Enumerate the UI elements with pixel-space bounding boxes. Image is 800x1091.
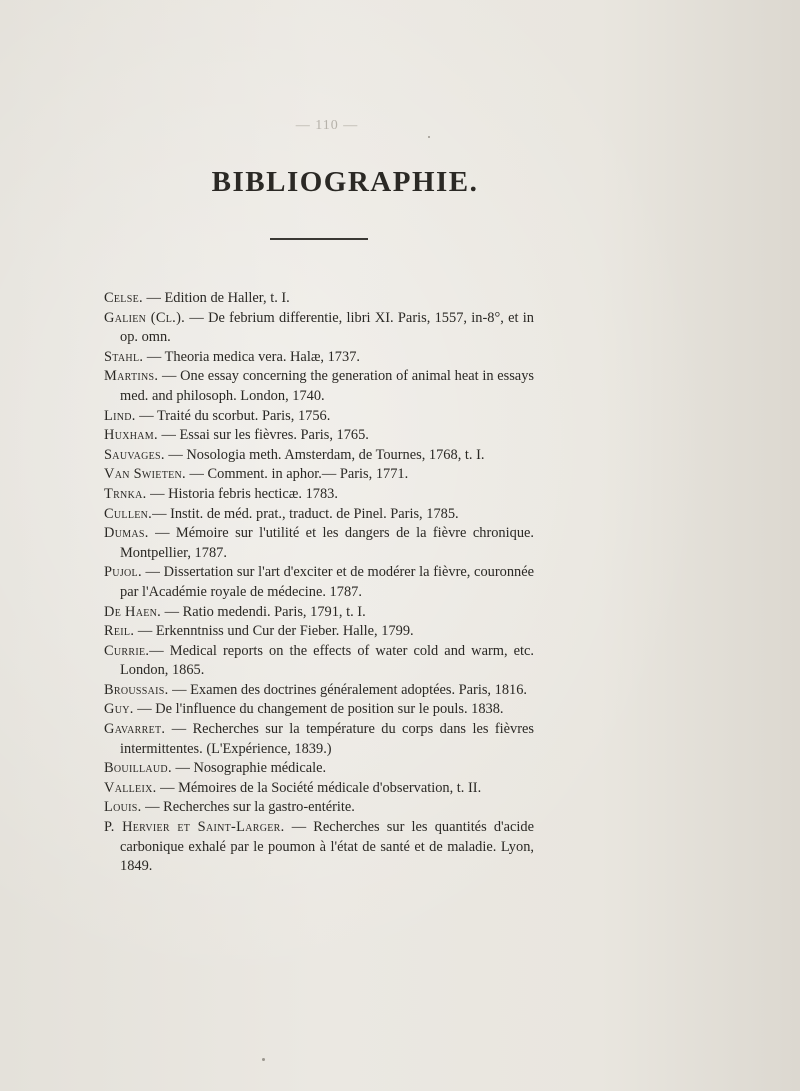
entry-text: — De l'influence du changement de position sur le pouls. 1838.: [133, 701, 504, 718]
entry-text: — Theoria medica vera. Halæ, 1737.: [143, 348, 360, 365]
entry-author: Lind.: [104, 407, 136, 424]
bibliography-list: [104, 289, 534, 877]
entry-author: Guy.: [104, 701, 134, 718]
entry-author: Galien (Cl.).: [104, 309, 186, 326]
entry-text: — Essai sur les fièvres. Paris, 1765.: [157, 427, 369, 444]
bibliography-entry: [104, 505, 534, 525]
entry-text: — Erkenntniss und Cur der Fieber. Halle, 1799.: [134, 623, 414, 640]
entry-author: Bouillaud.: [104, 760, 172, 777]
bibliography-entry: [104, 348, 534, 368]
entry-text: — Comment. in aphor.— Paris, 1771.: [185, 466, 409, 483]
bibliography-entry: [104, 524, 534, 563]
bibliography-entry: [104, 309, 534, 348]
entry-text: — Recherches sur la gastro-entérite.: [141, 799, 355, 816]
bibliography-entry: [104, 642, 534, 681]
paper-speck: [262, 1058, 265, 1061]
bibliography-entry: [104, 407, 534, 427]
entry-author: Martins.: [104, 368, 159, 385]
entry-text: — Nosographie médicale.: [171, 760, 327, 777]
entry-text: — Edition de Haller, t. I.: [142, 290, 290, 306]
entry-text: — Medical reports on the effects of water cold and warm, etc. London, 1865.: [120, 642, 534, 679]
bibliography-entry: [104, 446, 534, 466]
entry-author: De Haen.: [104, 603, 162, 620]
entry-text: — Recherches sur la température du corps dans les fièvres intermittentes. (L'Expérience, 1839.): [120, 721, 534, 757]
entry-author: Currie.: [104, 642, 150, 659]
entry-text: — One essay concerning the generation of animal heat in essays med. and philosoph. London, 1740.: [120, 368, 534, 404]
entry-author: Valleix.: [104, 779, 157, 796]
entry-text: — Ratio medendi. Paris, 1791, t. I.: [161, 603, 366, 620]
entry-author: Van Swieten.: [104, 466, 186, 483]
bibliography-entry: [104, 700, 534, 720]
page-number: — 110 —: [295, 118, 359, 133]
bibliography-entry: [104, 622, 534, 642]
entry-text: — Mémoire sur l'utilité et les dangers de la fièvre chronique. Montpellier, 1787.: [120, 525, 534, 561]
bibliography-entry: [104, 759, 534, 779]
entry-text: — Dissertation sur l'art d'exciter et de modérer la fièvre, couronnée par l'Académie royale de médecine. 1787.: [120, 564, 534, 600]
entry-author: P. Hervier et Saint-Larger.: [104, 819, 285, 836]
page-title: BIBLIOGRAPHIE.: [211, 166, 479, 198]
entry-text: — Mémoires de la Société médicale d'observation, t. II.: [156, 779, 482, 796]
entry-author: Gavarret.: [104, 721, 166, 738]
bibliography-entry: [104, 603, 534, 623]
entry-author: Huxham.: [104, 427, 158, 444]
entry-author: Pujol.: [104, 564, 142, 581]
paper-speck: [428, 136, 430, 138]
entry-text: — Historia febris hecticæ. 1783.: [146, 485, 338, 502]
entry-text: — De febrium differentie, libri XI. Paris, 1557, in-8°, et in op. omn.: [120, 309, 534, 346]
bibliography-entry: [104, 465, 534, 485]
entry-text: — Nosologia meth. Amsterdam, de Tournes, 1768, t. I.: [164, 446, 485, 463]
bibliography-entry: [104, 563, 534, 602]
entry-author: Sauvages.: [104, 446, 165, 463]
bibliography-entry: [104, 426, 534, 446]
bibliography-entry: [104, 681, 534, 701]
bibliography-entry: [104, 798, 534, 818]
entry-author: Dumas.: [104, 525, 149, 542]
entry-text: — Examen des doctrines généralement adoptées. Paris, 1816.: [168, 681, 528, 698]
bibliography-entry: [104, 289, 534, 309]
bibliography-entry: [104, 779, 534, 799]
title-divider: [270, 238, 368, 240]
entry-author: Reil.: [104, 623, 135, 640]
entry-author: Stahl.: [104, 348, 144, 365]
bibliography-entry: [104, 367, 534, 406]
entry-text: — Recherches sur les quantités d'acide carbonique exhalé par le poumon à l'état de santé et de maladie. Lyon, 1849.: [120, 819, 534, 875]
entry-text: — Traité du scorbut. Paris, 1756.: [135, 407, 331, 424]
entry-author: Cullen.: [104, 505, 153, 522]
bibliography-entry: [104, 485, 534, 505]
entry-author: Celse.: [104, 290, 143, 306]
entry-author: Trnka.: [104, 485, 147, 502]
bibliography-entry: [104, 720, 534, 759]
bibliography-entry: [104, 818, 534, 877]
entry-author: Broussais.: [104, 681, 169, 698]
entry-text: — Instit. de méd. prat., traduct. de Pinel. Paris, 1785.: [152, 505, 459, 522]
entry-author: Louis.: [104, 799, 142, 816]
